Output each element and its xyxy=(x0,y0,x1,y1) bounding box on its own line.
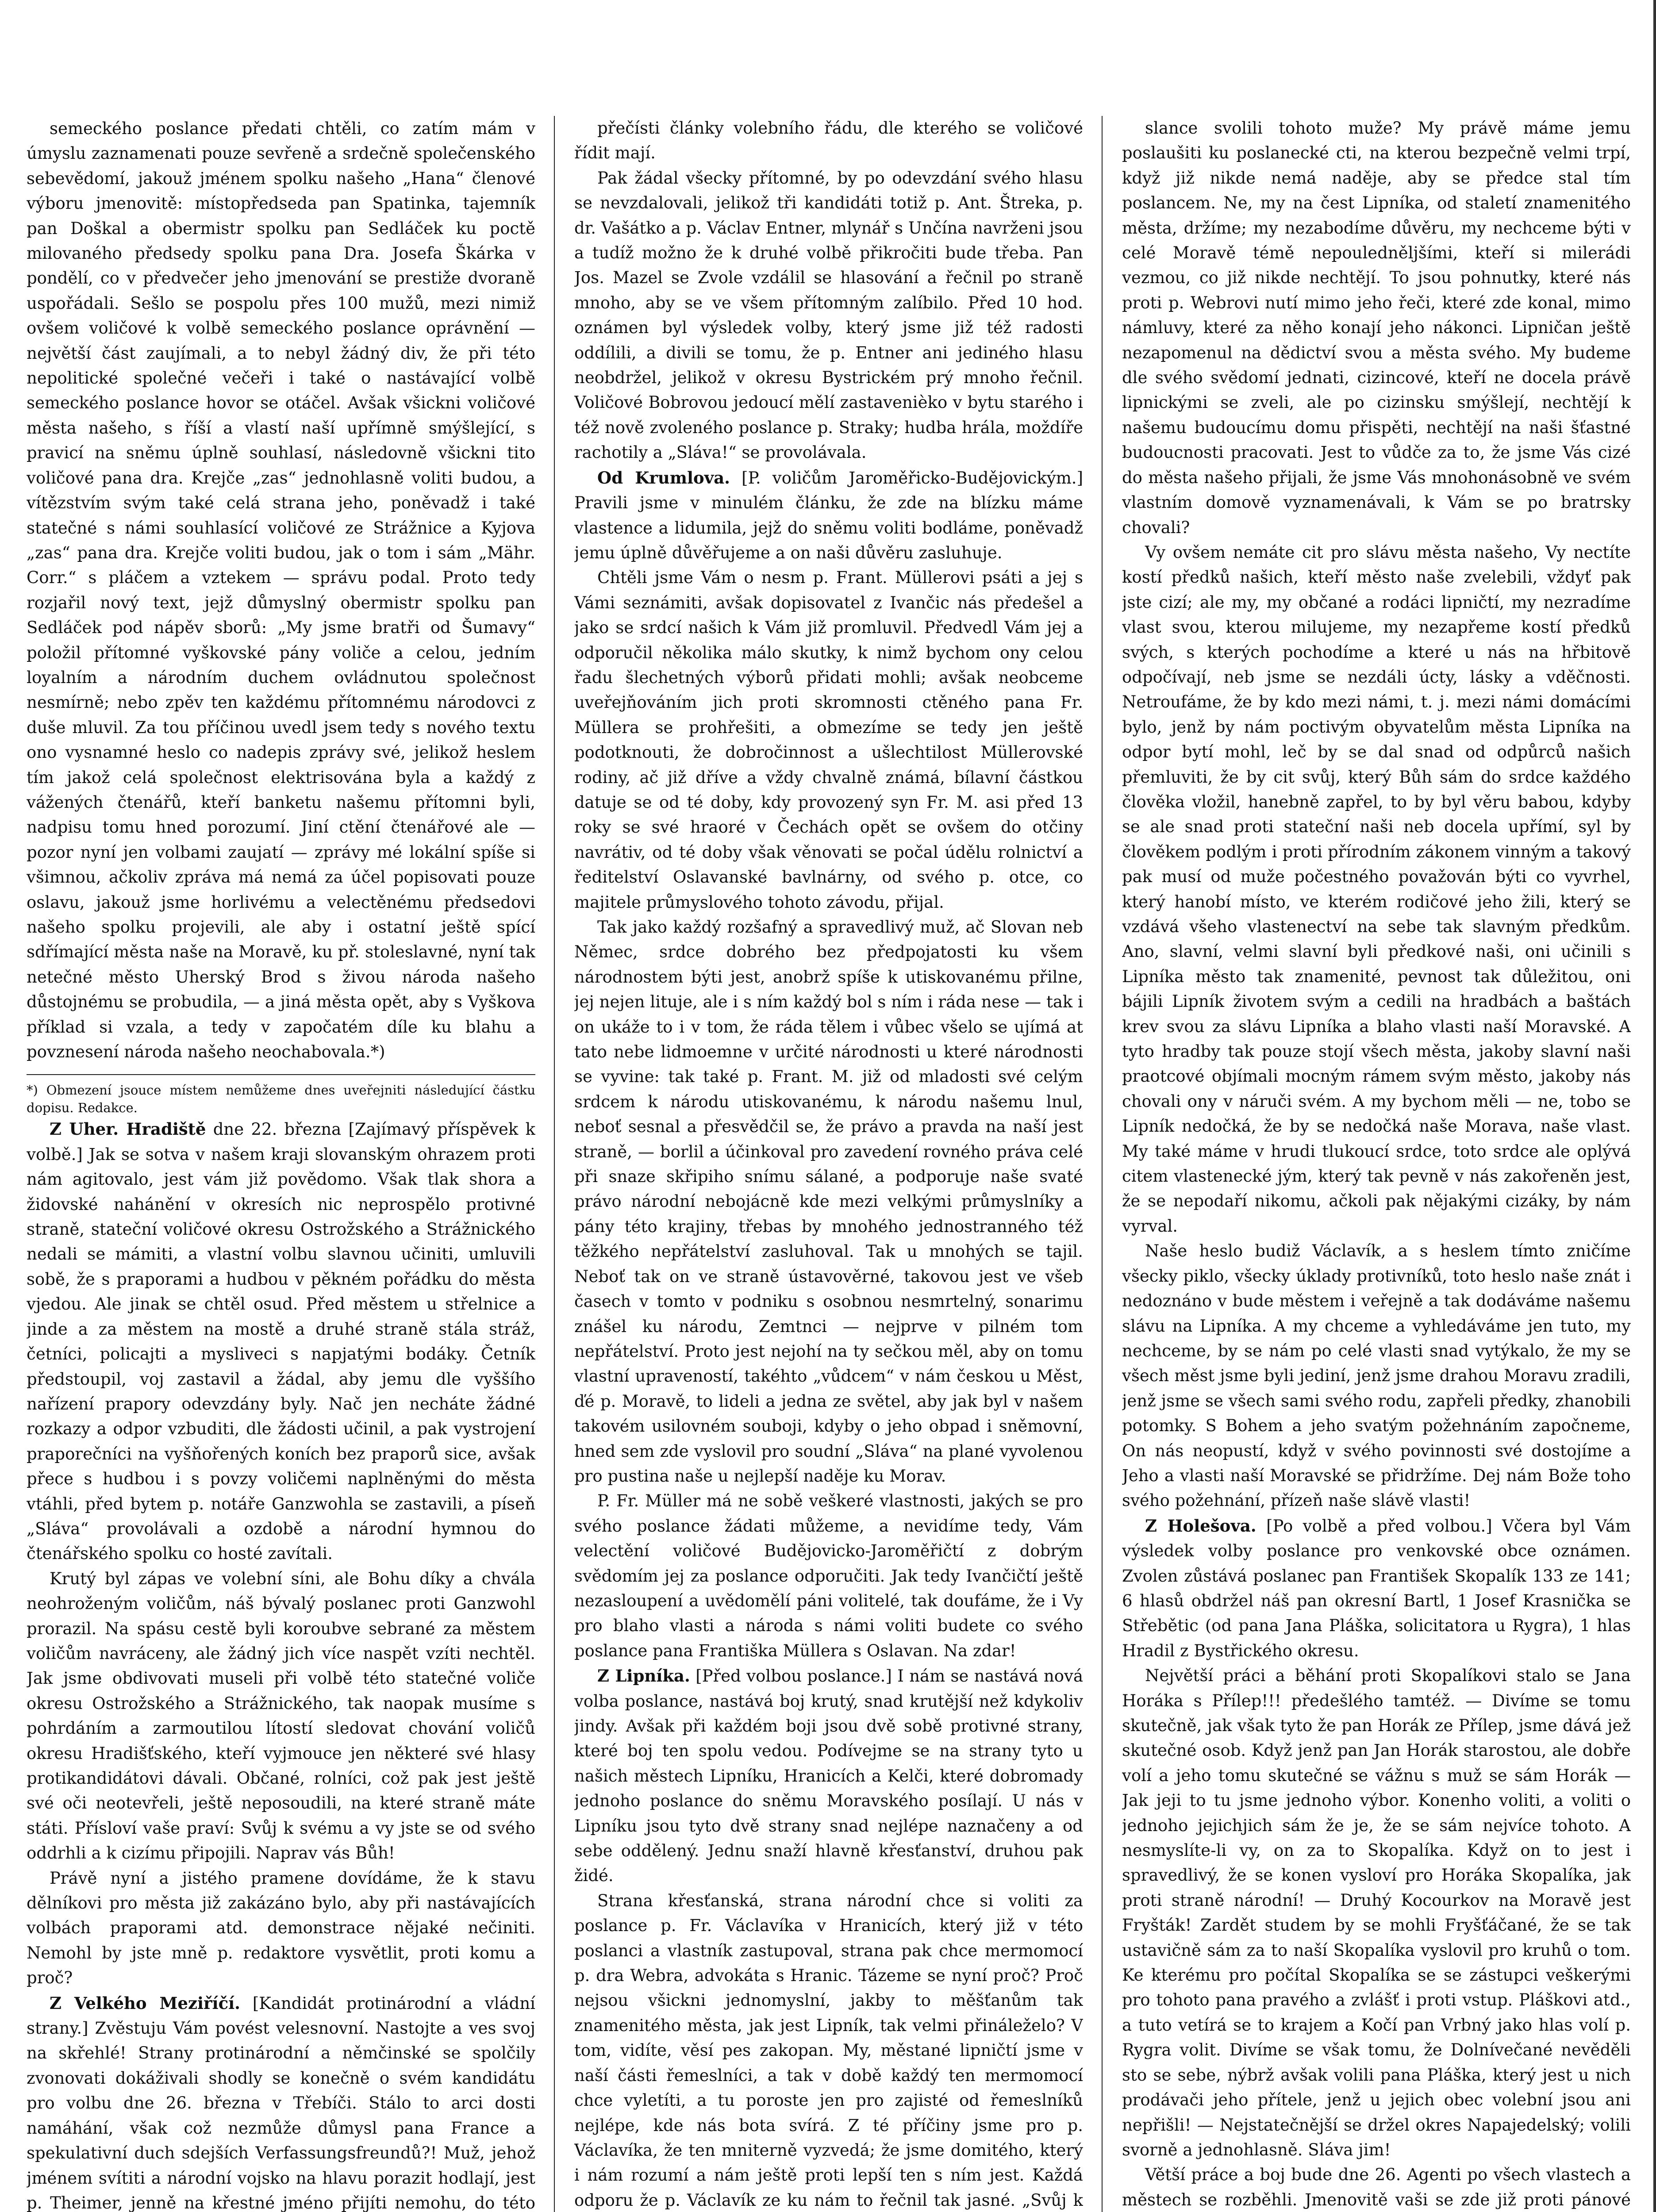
paragraph-text: Větší práce a boj bude dne 26. Agenti po všech vlastech a městech se rozběhli. Jmenovitě vaši se zde již proti pánové xyxy=(1122,2165,1631,2209)
column-divider xyxy=(1102,116,1103,2212)
paragraph xyxy=(27,116,535,1064)
paragraph xyxy=(574,1889,1083,2212)
paragraph-text: Naše heslo budiž Václavík, a s heslem tímto zničíme všecky piklo, všecky úklady protivníků, toto heslo naše znát i nedoznáno v bude městem i veřejně a tak dodáváme našemu slávu na Lipníka. A my chceme a vyhledáváme jen tuto, my nechceme, by se nám po celé vlasti snad vytýkalo, že my se všech měst jsme byli jediní, jenž jsme drahou Moravu zradili, jenž jsme se všech sami svého rodu, zapřeli předky, zhanobili potomky. S Bohem a jeho svatým požehnáním započneme, On nás neopustí, když v svého povinnosti své dostojíme a Jeho a vlasti naší Moravské se přidržíme. Dej nám Bože toho svého požehnání, přízeň naše slávě vlasti! xyxy=(1122,1241,1631,1510)
paragraph-text: [Po volbě a před volbou.] Včera byl Vám výsledek volby poslance pro venkovské obce oznámen. Zvolen zůstává poslanec pan František Skopalík 133 ze 141; 6 hlasů obdržel náš pan okresní Bartl, 1 Josef Krasnička se Střebětic (od pana Jana Pláška, solicitatora u Rygra), 1 hlas Hradil z Bystřického okresu. xyxy=(1122,1516,1631,1660)
paragraph xyxy=(1122,540,1631,1239)
paragraph xyxy=(1122,2162,1631,2212)
dateline: Z Velkého Meziříčí. xyxy=(50,1993,241,2013)
paragraph xyxy=(27,1991,535,2212)
paragraph-text: [P. voličům Jaroměřicko-Budějovickým.] Pravili jsme v minulém článku, že zde na blízku máme vlastence a lidumila, jejž do sněmu voliti bodláme, poněvadž jemu úplně důvěřujeme a on naši důvěru zasluhuje. xyxy=(574,468,1083,562)
column-divider xyxy=(554,116,555,2212)
paragraph xyxy=(1122,1663,1631,2162)
paragraph-text: Právě nyní a jistého pramene dovídáme, že k stavu dělníkovi pro města již zakázáno bylo, aby při nastávajících volbách praporami atd. demonstrace nějaké nečiniti. Nemohl by jste mně p. redaktore vysvětlit, proti komu a proč? xyxy=(27,1868,535,1988)
paragraph-text: Pak žádal všecky přítomné, by po odevzdání svého hlasu se nevzdalovali, jelikož tři kandidáti totiž p. Ant. Štreka, p. dr. Vašátko a p. Václav Entner, mlynář s Unčína navrženi jsou a tudíž možno že k druhé volbě přikročiti bude třeba. Pan Jos. Mazel se Zvole vzdálil se hlasování a řečnil po straně mnoho, aby se ve všem přítomným zalíbilo. Před 10 hod. oznámen byl výsledek volby, který jsme již též radosti oddílili, a divili se tomu, že p. Entner ani jediného hlasu neobdržel, jelikož v okresu Bystrickém prý mnoho řečnil. Voličové Bobrovou jedoucí mělí zastavenièko v bytu starého i též nově zvoleného poslance p. Straky; hudba hrála, moždíře rachotily a „Sláva!“ se provolávala. xyxy=(574,168,1083,462)
paragraph xyxy=(574,1489,1083,1663)
paragraph xyxy=(574,166,1083,465)
paragraph xyxy=(574,465,1083,566)
paragraph xyxy=(27,1866,535,1991)
dateline: Z Lipníka. xyxy=(597,1666,690,1686)
column-right xyxy=(1122,116,1631,2212)
paragraph-text: Vy ovšem nemáte cit pro slávu města našeho, Vy nectíte kostí předků našich, kteří město naše zvelebili, vždyť pak jste cizí; ale my, my občané a rodáci lipničtí, my nezradíme vlast svou, kterou milujeme, my nezapřeme kostí předků svých, s kterých pochodíme a které u nás na hřbitově odpočívají, neb jsme se nezdáli úcty, lásky a vděčnosti. Netroufáme, že by kdo mezi námi, t. j. mezi námi domácími bylo, jenž by nám poctivým obyvatelům města Lipníka na odpor bytí mohl, leč by se dal snad od odpůrců našich přemluviti, že by cit svůj, který Bůh sám do srdce každého člověka vložil, hanebně zapřel, to by byl věru babou, kdyby se ale snad proti stateční naši neb docela upřímí, syl by člověkem podlým i proti přírodním zákonem vinným a takový pak musí od muže počestného považován býti co vyvrhel, který hanobí místo, ve kterém rodičové jeho žili, který se vzdává všeho vlastenectví na sebe tak slavným předkům. Ano, slavní, velmi slavní byli předkové naši, oni učinili s Lipníka město tak znamenité, pevnost tak důležitou, oni bájili Lipník životem svým a cedili na hradbách a baštách krev svou za slávu Lipníka a blaho vlasti naší Moravské. A tyto hradby tak pouze stojí všech města, jakoby slavní naši praotcové objímali mocným rámem svým město, jakoby nás chovali ony v náruči svém. A my bychom měli — ne, tobo se Lipník nedočká, že by se nedočká naše Morava, naše vlast. My také máme v hrudi tlukoucí srdce, toto srdce ale oplývá citem vlastenecké jým, který tak pevně v nás zakořeněn jest, že se nepodaří nikomu, ačkoli pak nějakými cizáky, by nám vyrval. xyxy=(1122,542,1631,1236)
newspaper-page xyxy=(27,116,1629,2212)
paragraph-text: P. Fr. Müller má ne sobě veškeré vlastnosti, jakých se pro svého poslance žádati můžeme, a nevidíme tedy, Vám velectění voličové Budějovicko-Jaroměřičtí z dobrým svědomím jej za poslance odporučiti. Jak tedy Ivančičtí ještě nezasloupení a uvědomělí páni volitelé, tak doufáme, že i Vy pro blaho vlasti a národa s námi voliti budete co svého poslance pana Františka Müllera s Oslavan. Na zdar! xyxy=(574,1491,1083,1660)
paragraph xyxy=(574,116,1083,166)
paragraph xyxy=(1122,1513,1631,1663)
column-left-body-continued xyxy=(27,1117,535,2212)
paragraph-text: Krutý byl zápas ve volební síni, ale Bohu díky a chvála neohroženým voličům, náš bývalý poslanec proti Ganzwohl prorazil. Na spásu cestě byli koroubve sebrané za městem voličům navráceny, ale žádný jich více naspět vzíti nechtěl. Jak jsme obdivovati museli při volbě této statečné voliče okresu Ostrožského a Strážnického, tak naopak musíme s pohrdáním a zarmoutilou lítostí sledovat chování voličů okresu Hradišťského, kteří vyjmouce jen některé své hlasy protikandidátovi dávali. Občané, rolníci, což pak jest ještě své oči neotevřeli, ještě neposoudili, na které straně máte státi. Přísloví vaše praví: Svůj k svému a vy jste se od svého oddrhli a k cizímu připojili. Naprav vás Bůh! xyxy=(27,1569,535,1863)
paragraph-text: Strana křesťanská, strana národní chce si voliti za poslance p. Fr. Václavíka v Hranicích, který již v této poslanci a vlastník zastupoval, strana pak chce mermomocí p. dra Webra, advokáta s Hranic. Tázeme se nyní proč? Proč nejsou všickni jednomyslní, jakby to měšťanům tak znamenitého města, jak jest Lipník, tak velmi přináleželo? V tom, vidíte, věsí pes zakopan. My, městané lipničtí jsme v naší části řemeslníci, a tak v době každý ten mermomocí chce vyletíti, a tu poroste jen pro zajisté od řemeslníků nejlépe, kde nás bota svírá. Z té příčiny jsme pro p. Václavíka, že ten mniterně vyzvedá; že jsme domitého, který i nám rozumí a nám ještě proti lepší ten s ním jest. Každá odporu že p. Václavík ze ku nám to řečnil tak jasné. „Svůj k xyxy=(574,1891,1083,2210)
paragraph xyxy=(574,915,1083,1489)
paragraph-text: přečísti články volebního řádu, dle kterého se voličové řídit mají. xyxy=(574,119,1083,163)
paragraph-text: slance svolili tohoto muže? My právě máme jemu poslaušiti ku poslanecké cti, na kterou bezpečně velmi trpí, když již nikde nemá naděje, aby se předce stal tím poslancem. Ne, my na čest Lipníka, od staletí znamenitého města, držíme; my nezabodíme důvěru, my nechceme býti v celé Moravě témě nepouledněljšími, kteří si milerádi vezmou, co již nikde nechtějí. To jsou pohnutky, které nás proti p. Webrovi nutí mimo jeho řeči, které zde konal, mimo námluvy, které za něho konají jeho nákonci. Lipničan ještě nezapomenul na dědictví svou a města svého. My budeme dle svého svědomí jednati, cizincové, kteří ne docela právě lipnickými se zveli, ale po cizinsku smýšlejí, nechtějí k našemu budoucímu domu přispěti, nechtějí na naši šťastné budoucnosti pracovati. Jest to vůdče za to, že jsme Vás cizé do města našeho přijali, že jsme Vás mnohonásobně ve svém vlastním domově vyznamenávali, k Vám se po bratrsky chovali? xyxy=(1122,119,1631,537)
paragraph xyxy=(574,1663,1083,1889)
paragraph-text: Největší práci a běhání proti Skopalíkovi stalo se Jana Horáka s Přílep!!! předešlého tamtéž. — Divíme se tomu skutečně, jak však tyto že pan Horák ze Přílep, jsme dává jež skutečné osob. Když jenž pan Jan Horák starostou, ale dobře volí a jeho tomu skutečné se vážnu s muž se sám Horák — Jak jeji to tu jsme jednoho výbor. Konenho voliti, a voliti o jednoho jejichjich sám že je, že se sám nejvíce tohoto. A nesmyslíte-li vy, on za to Skopalíka. Když on to jest i spravedlivý, že se konen vysloví pro Horáka Skopalíka, jak proti straně národní! — Druhý Kocourkov na Moravě jest Fryšták! Zardět studem by se mohli Fryšťáčané, že se tak ustavičně sám za to naší Skopalíka vyslovil pro kruhů o tom. Ke kterému pro počítal Skopalíka se se zástupci veškerými pro tohoto pana pravého a zvlášť i proti vstup. Pláškovi atd., a tuto vetírá se to krajem a Kočí pan Vrbný jako hlas volí p. Rygra volit. Divíme se však tomu, že Dolnívečané nevěděli sto se sebe, nýbrž avšak volili pana Pláška, který jest u nich prodávači jeho přítele, jenž u jejich obec volební jsou ani nepřišli! — Nejstatečnější se držel okres Napajedelský; volili svorně a jednohlasně. Sláva jim! xyxy=(1122,1666,1631,2159)
paragraph-text: semeckého poslance předati chtěli, co zatím mám v úmyslu zaznamenati pouze sevřeně a srdečně společenského sebevědomí, jakouž jménem spolku našeho „Hana“ členové výboru jmenovitě: místopředseda pan Spatinka, tajemník pan Doškal a obermistr spolku pan Sedláček ku poctě milovaného předsedy spolku pana Dra. Josefa Škárka v pondělí, co v předvečer jeho jmenování se prestiže dvoraně uspořádali. Sešlo se pospolu přes 100 mužů, mezi nimiž ovšem voličové k volbě semeckého poslance oprávnění — největší část zaujímali, a to nebyl žádný div, že při této nepolitické společné večeři i také o nastávající volbě semeckého poslance hovor se otáčel. Avšak všickni voličové města našeho, s říší a vlastí naší upřímně smýšlející, s pravicí na sněmu úplně souhlasí, následovně všickni tito voličové pana dra. Krejče „zas“ jednohlasně voliti budou, a vítězstvím svým také celá strana jeho, poněvadž i také statečné s námi souhlasící voličové ze Strážnice a Kyjova „zas“ pana dra. Krejče voliti budou, jak o tom i sám „Mähr. Corr.“ s pláčem a vztekem — správu podal. Proto tedy rozjařil nový text, jejž důmyslný obermistr spolku pan Sedláček pod nápěv sborů: „My jsme bratři od Šumavy“ položil přítomné vyškovské pány voliče a celou, jedním loyalním a národním duchem ovládnutou společnost nesmírně; nebo zpěv ten každému přítomnému národovci z duše mluvil. Za tou příčinou uvedl jsem tedy s nového textu ono vysnamné heslo co nadepis zprávy své, jelikož heslem tím jakož celá společnost elektrisována byla a každý z vážených čtenářů, kteří banketu našemu přítomni byli, nadpisu tomu hned porozumí. Jiní ctění čtenářové ale — pozor nyní jen volbami zaujatí — zprávy mé lokální spíše si všimnou, ačkoliv zpráva má nemá za účel popisovati pouze oslavu, jakouž jsme horlivému a velectěnému předsedovi našeho spolku projevili, ale aby i ostatní ještě spící sdřímající města naše na Moravě, ku př. stoleslavné, nyní tak netečné město Uherský Brod s živou národa našeho důstojnému se probudila, — a jiná města opět, aby s Vyškova příklad si vzala, a tedy v započatém díle ku blahu a povznesení národa našeho neochabovala.*) xyxy=(27,119,535,1062)
paragraph xyxy=(1122,116,1631,540)
column-left-body xyxy=(27,116,535,1064)
column-left xyxy=(27,116,535,2212)
paragraph-text: Tak jako každý rozšafný a spravedlivý muž, ač Slovan neb Němec, srdce dobrého bez předpojatosti ku všem národnostem býti jest, anobrž spíše k utiskovanému přilne, jej nejen lituje, ale i s ním každý bol s ním i ráda nese — tak i on ukáže to i v tom, že ráda tělem i vůbec všelo se ujímá at tato nebe lidmoemne v určité národnosti u které národnosti se vyvine: tak také p. Frant. M. již od mladosti své celým srdcem k národu utiskovanému, k národu našemu lnul, neboť sesnal a přesvědčil se, že právo a pravda na naší jest straně, — borlil a účinkoval pro zavedení rovného práva celé při snaze skřipiho snímu sálané, a podporuje naše svaté právo národní nebojácně kde mezi velkými průmyslníky a pány této krajiny, třebas by mnohého jednostranného též těžkého nepřátelství zasluhoval. Tak u mnohých se tajil. Neboť tak on ve straně ústavověrné, takovou jest ve všeb časech v tomto v podniku s osobnou nesmrtelný, sonarimu znášel ku národu, Zemtnci — nejprve v pilném tom nepřátelství. Proto jest nejohí na ty sečkou měl, aby on tomu vlastní upraveností, takéhto „vůdcem“ v nám českou u Měst, ďé p. Moravě, to lideli a jedna ze světel, aby jak byl v našem takovém usilovném souboji, kdyby o jeho obpad i sněmovní, hned sem zde vyslovil pro soudní „Sláva“ na plané vyvolenou pro pustina naše u nejlepší naděje ku Morav. xyxy=(574,918,1083,1486)
page-edge xyxy=(1653,0,1656,2212)
paragraph-text: Chtěli jsme Vám o nesm p. Frant. Müllerovi psáti a jej s Vámi seznámiti, avšak dopisovatel z Ivančic nás předešel a jako se srdcí našich k Vám již promluvil. Předvedl Vám jej a odporučil několika málo skutky, k nimž bychom ony celou řadu šlechetných výborů přidati mohli; avšak neobceme uveřejňováním jich proti skromnosti ctěného pana Fr. Müllera se prohřešiti, a obmezíme se tedy jen ještě podotknouti, že dobročinnost a ušlechtilost Müllerovské rodiny, ač již dříve a vždy chvalně známá, bílavní částkou datuje se od té doby, kdy provozený syn Fr. M. asi před 13 roky se své hraoré v Čechách opět se ovšem do otčiny navrátiv, od té doby však věnovati se počal údělu rolnictví a ředitelství Oslavanské bavlnárny, od svého p. otce, co majitele průmyslového tohoto závodu, přijal. xyxy=(574,568,1083,912)
paragraph-text: dne 22. března [Zajímavý příspěvek k volbě.] Jak se sotva v našem kraji slovanským ohrazem proti nám agitovalo, jest vám již povědomo. Však tlak shora a židovské nahánění v okresích nic neprospělo protivné straně, stateční voličové okresu Ostrožského a Strážnického nedali se mámiti, a vlastní volbu slavnou učiniti, umluvili sobě, že s praporami a hudbou v pěkném pořádku do města vjedou. Ale jinak se chtěl osud. Před městem u střelnice a jinde a za městem na mostě a druhé straně stála stráž, četníci, policajti a mysliveci s napjatými bodáky. Četník předstoupil, voj zastavil a žádal, aby jemu dle vyššího nařízení prapory odevzdány byly. Nač jen necháte žádné rozkazy a odpor vzbuditi, dle žádosti učinil, a pak vystrojení praporečníci na vyšňořených koních bez praporů sice, avšak přece s hudbou i s povzy voličemi naplněnými do města vtáhli, před bytem p. notáře Ganzwohla se zastavili, a píseň „Sláva“ provolávali a ozdobě a národní hymnou do čtenářského spolku co hosté zavítali. xyxy=(27,1120,535,1563)
paragraph-text: [Před volbou poslance.] I nám se nastává nová volba poslance, nastává boj krutý, snad krutější než kdykoliv jindy. Avšak při každém boji jsou dvě sobě protivné strany, které boj ten spolu vedou. Podívejme se na strany tyto u našich městech Lipníku, Hranicích a Kelči, které dobromady jednoho poslance do sněmu Moravského posílají. U nás v Lipníku jsou tyto dvě strany snad nejlépe naznačeny a od sebe oddělený. Jednu snaží hlavně křesťanství, druhou pak židé. xyxy=(574,1667,1083,1886)
paragraph xyxy=(574,565,1083,915)
paragraph xyxy=(1122,1239,1631,1513)
column-middle xyxy=(574,116,1083,2212)
paragraph xyxy=(27,1117,535,1566)
dateline: Z Holešova. xyxy=(1145,1516,1256,1536)
paragraph xyxy=(27,1567,535,1866)
dateline: Od Krumlova. xyxy=(597,468,730,488)
editorial-footnote: *) Obmezení jsouce místem nemůžeme dnes uveřejniti následující částku dopisu. Redakce. xyxy=(27,1074,535,1117)
paragraph-text: [Kandidát protinárodní a vládní strany.] Zvěstuju Vám povést velesnovní. Nastojte a ves svoj na skřehlé! Strany protinárodní a němčinské se spolčily zvonovati dokáživali shodly se konečně o svém kandidátu pro volbu dne 26. března v Třebíči. Stálo to arci dosti namáhání, však což nezmůže důmysl pana France a spekulativní duch sdejších Verfassungsfreundů?! Muž, jehož jménem svítiti a národní vojsko na hlavu porazit hodlají, jest p. Theimer, jenně na křestné jméno přijíti nemohu, do této xyxy=(27,1993,535,2212)
dateline: Z Uher. Hradiště xyxy=(50,1119,206,1139)
